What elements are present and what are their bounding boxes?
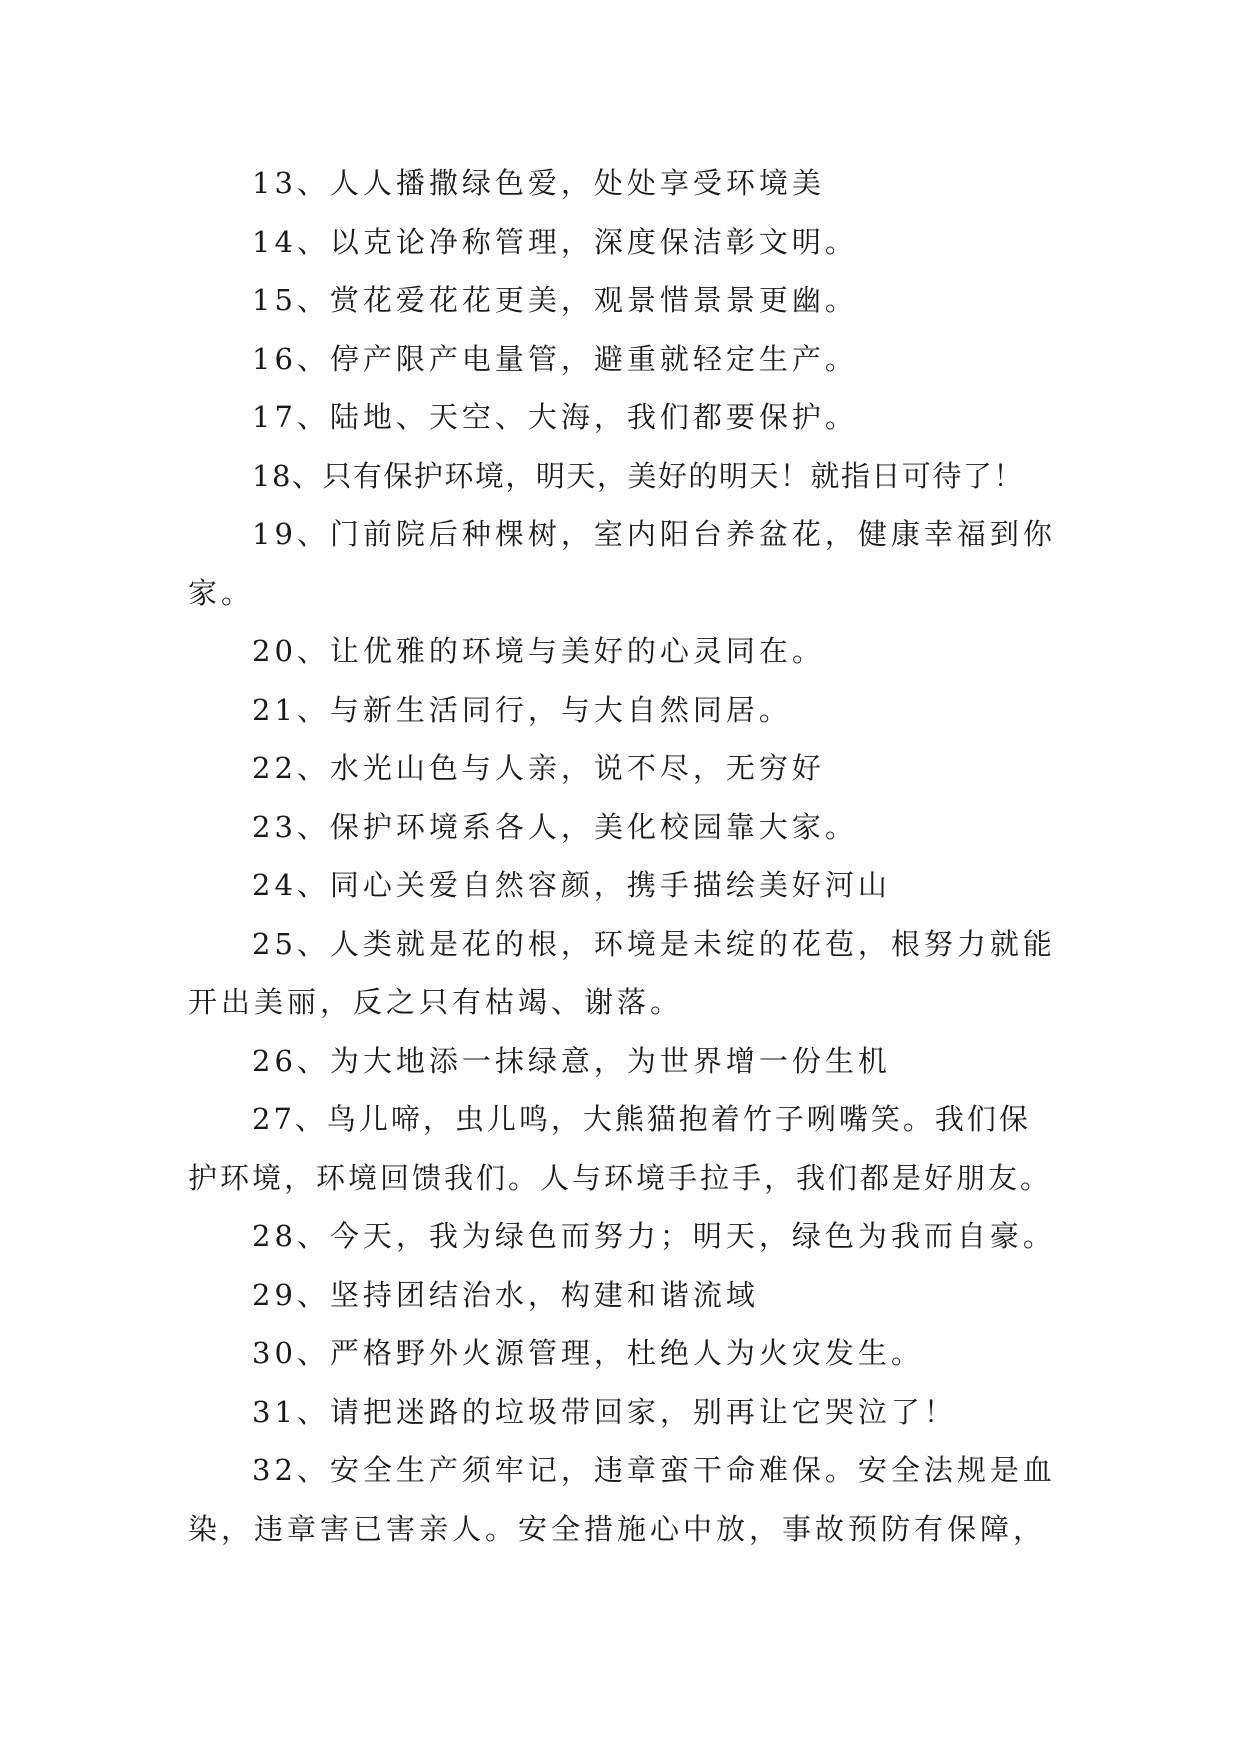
slogan-paragraph-19: 19、门前院后种棵树，室内阳台养盆花，健康幸福到你家。: [188, 517, 1056, 610]
slogan-paragraph-32: 32、安全生产须牢记，违章蛮干命难保。安全法规是血染，违章害已害亲人。安全措施心中放，事故预防有保障，: [188, 1453, 1056, 1546]
slogan-paragraph-13: 13、人人播撒绿色爱，处处享受环境美: [252, 166, 825, 200]
slogan-paragraph-25: 25、人类就是花的根，环境是未绽的花苞，根努力就能开出美丽，反之只有枯竭、谢落。: [188, 926, 1056, 1019]
slogan-paragraph-20: 20、让优雅的环境与美好的心灵同在。: [252, 634, 825, 668]
slogan-paragraph-21: 21、与新生活同行，与大自然同居。: [252, 692, 792, 727]
slogan-paragraph-29: 29、坚持团结治水，构建和谐流域: [252, 1277, 759, 1312]
slogan-paragraph-28: 28、今天，我为绿色而努力；明天，绿色为我而自豪。: [252, 1219, 1056, 1253]
slogan-paragraph-15: 15、赏花爱花花更美，观景惜景景更幽。: [252, 283, 858, 317]
slogan-paragraph-18: 18、只有保护环境，明天，美好的明天！就指日可待了！: [252, 458, 1024, 493]
slogan-paragraph-22: 22、水光山色与人亲，说不尽，无穷好: [252, 751, 825, 785]
document-body: [188, 154, 1058, 1558]
slogan-paragraph-26: 26、为大地添一抹绿意，为世界增一份生机: [252, 1043, 891, 1078]
slogan-paragraph-30: 30、严格野外火源管理，杜绝人为火灾发生。: [252, 1336, 924, 1370]
slogan-paragraph-16: 16、停产限产电量管，避重就轻定生产。: [252, 341, 858, 376]
slogan-paragraph-23: 23、保护环境系各人，美化校园靠大家。: [252, 809, 858, 844]
slogan-paragraph-27: 27、鸟儿啼，虫儿鸣，大熊猫抱着竹子咧嘴笑。我们保护环境，环境回馈我们。人与环境手拉手，我们都是好朋友。: [188, 1102, 1053, 1195]
slogan-paragraph-17: 17、陆地、天空、大海，我们都要保护。: [252, 400, 858, 434]
slogan-paragraph-14: 14、以克论净称管理，深度保洁彰文明。: [252, 224, 858, 259]
slogan-paragraph-24: 24、同心关爱自然容颜，携手描绘美好河山: [252, 868, 891, 902]
slogan-paragraph-31: 31、请把迷路的垃圾带回家，别再让它哭泣了！: [252, 1394, 957, 1429]
